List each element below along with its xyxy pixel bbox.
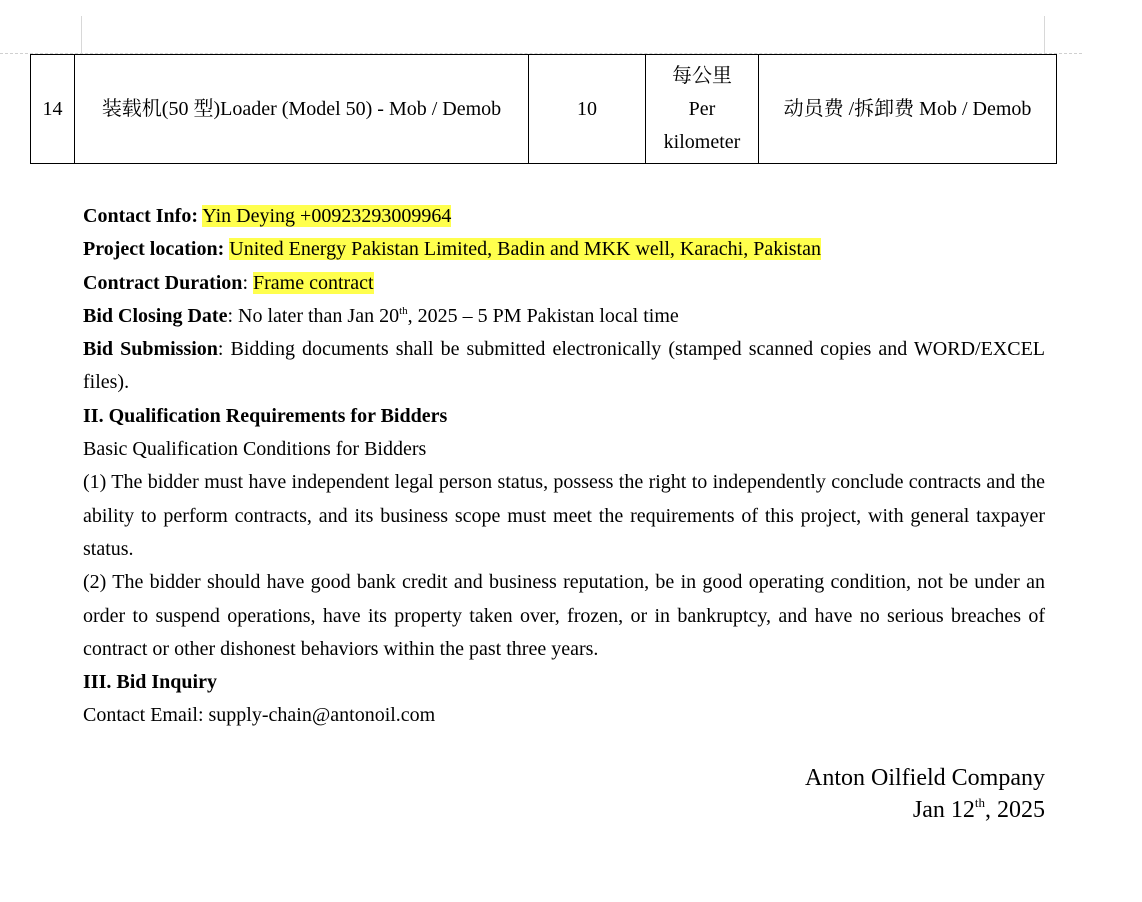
bid-submission [83, 333, 1045, 400]
signature-date: Jan 12th, 2025 [912, 795, 1045, 823]
project-location [83, 233, 1045, 266]
contact-label: Contact Info: [83, 205, 198, 227]
item-description: 装载机(50 型)Loader (Model 50) - Mob / Demob [75, 55, 529, 164]
duration-label: Contract Duration [83, 271, 243, 294]
row-number: 14 [31, 55, 75, 164]
submission-label: Bid Submission [83, 338, 218, 361]
section-2-subheading: Basic Qualification Conditions for Bidders [83, 438, 427, 461]
signature-block [805, 762, 1045, 826]
unit-cn: 每公里 [672, 64, 732, 87]
item-unit [646, 55, 759, 164]
section-2-heading: II. Qualification Requirements for Bidders [83, 404, 448, 427]
date-ordinal: th [974, 795, 985, 810]
duration-value: Frame contract [253, 271, 374, 294]
section-3-heading: III. Bid Inquiry [83, 671, 217, 694]
company-name: Anton Oilfield Company [805, 765, 1045, 791]
contract-duration [83, 267, 1045, 300]
location-value: United Energy Pakistan Limited, Badin and MKK well, Karachi, Pakistan [229, 238, 821, 261]
item-remark: 动员费 /拆卸费 Mob / Demob [759, 55, 1057, 164]
contact-email: Contact Email: supply-chain@antonoil.com [83, 704, 436, 727]
document-body [83, 200, 1045, 733]
unit-en-line2: kilometer [663, 130, 741, 153]
duration-colon: : [242, 271, 248, 294]
qualification-item-1: (1) The bidder must have independent legal person status, possess the right to independently conclude contracts and the ability to perform contracts, and its business scope must meet the requirements of this project, with general taxpayer status. [83, 471, 1045, 560]
bid-closing-date [83, 300, 1045, 333]
closing-prefix: : No later than Jan 20 [227, 304, 400, 327]
closing-suffix: , 2025 – 5 PM Pakistan local time [407, 304, 679, 327]
closing-ordinal: th [399, 304, 408, 317]
right-margin-guide [1044, 16, 1045, 53]
submission-text: : Bidding documents shall be submitted electronically (stamped scanned copies and WORD/EXCEL files). [83, 338, 1046, 394]
equipment-table [30, 54, 1057, 164]
unit-en-line1: Per [688, 97, 716, 120]
qualification-item-2: (2) The bidder should have good bank credit and business reputation, be in good operating condition, not be under an order to suspend operations, have its property taken over, frozen, or in bankruptcy, and have no serious breaches of contract or other dishonest behaviors within the past three years. [83, 571, 1045, 660]
item-quantity: 10 [529, 55, 646, 164]
location-label: Project location: [83, 238, 225, 261]
contact-value: Yin Deying +00923293009964 [202, 205, 452, 227]
table-row [31, 55, 1057, 164]
left-margin-guide [81, 16, 82, 53]
contact-info [83, 200, 1045, 233]
closing-label: Bid Closing Date [83, 304, 228, 327]
